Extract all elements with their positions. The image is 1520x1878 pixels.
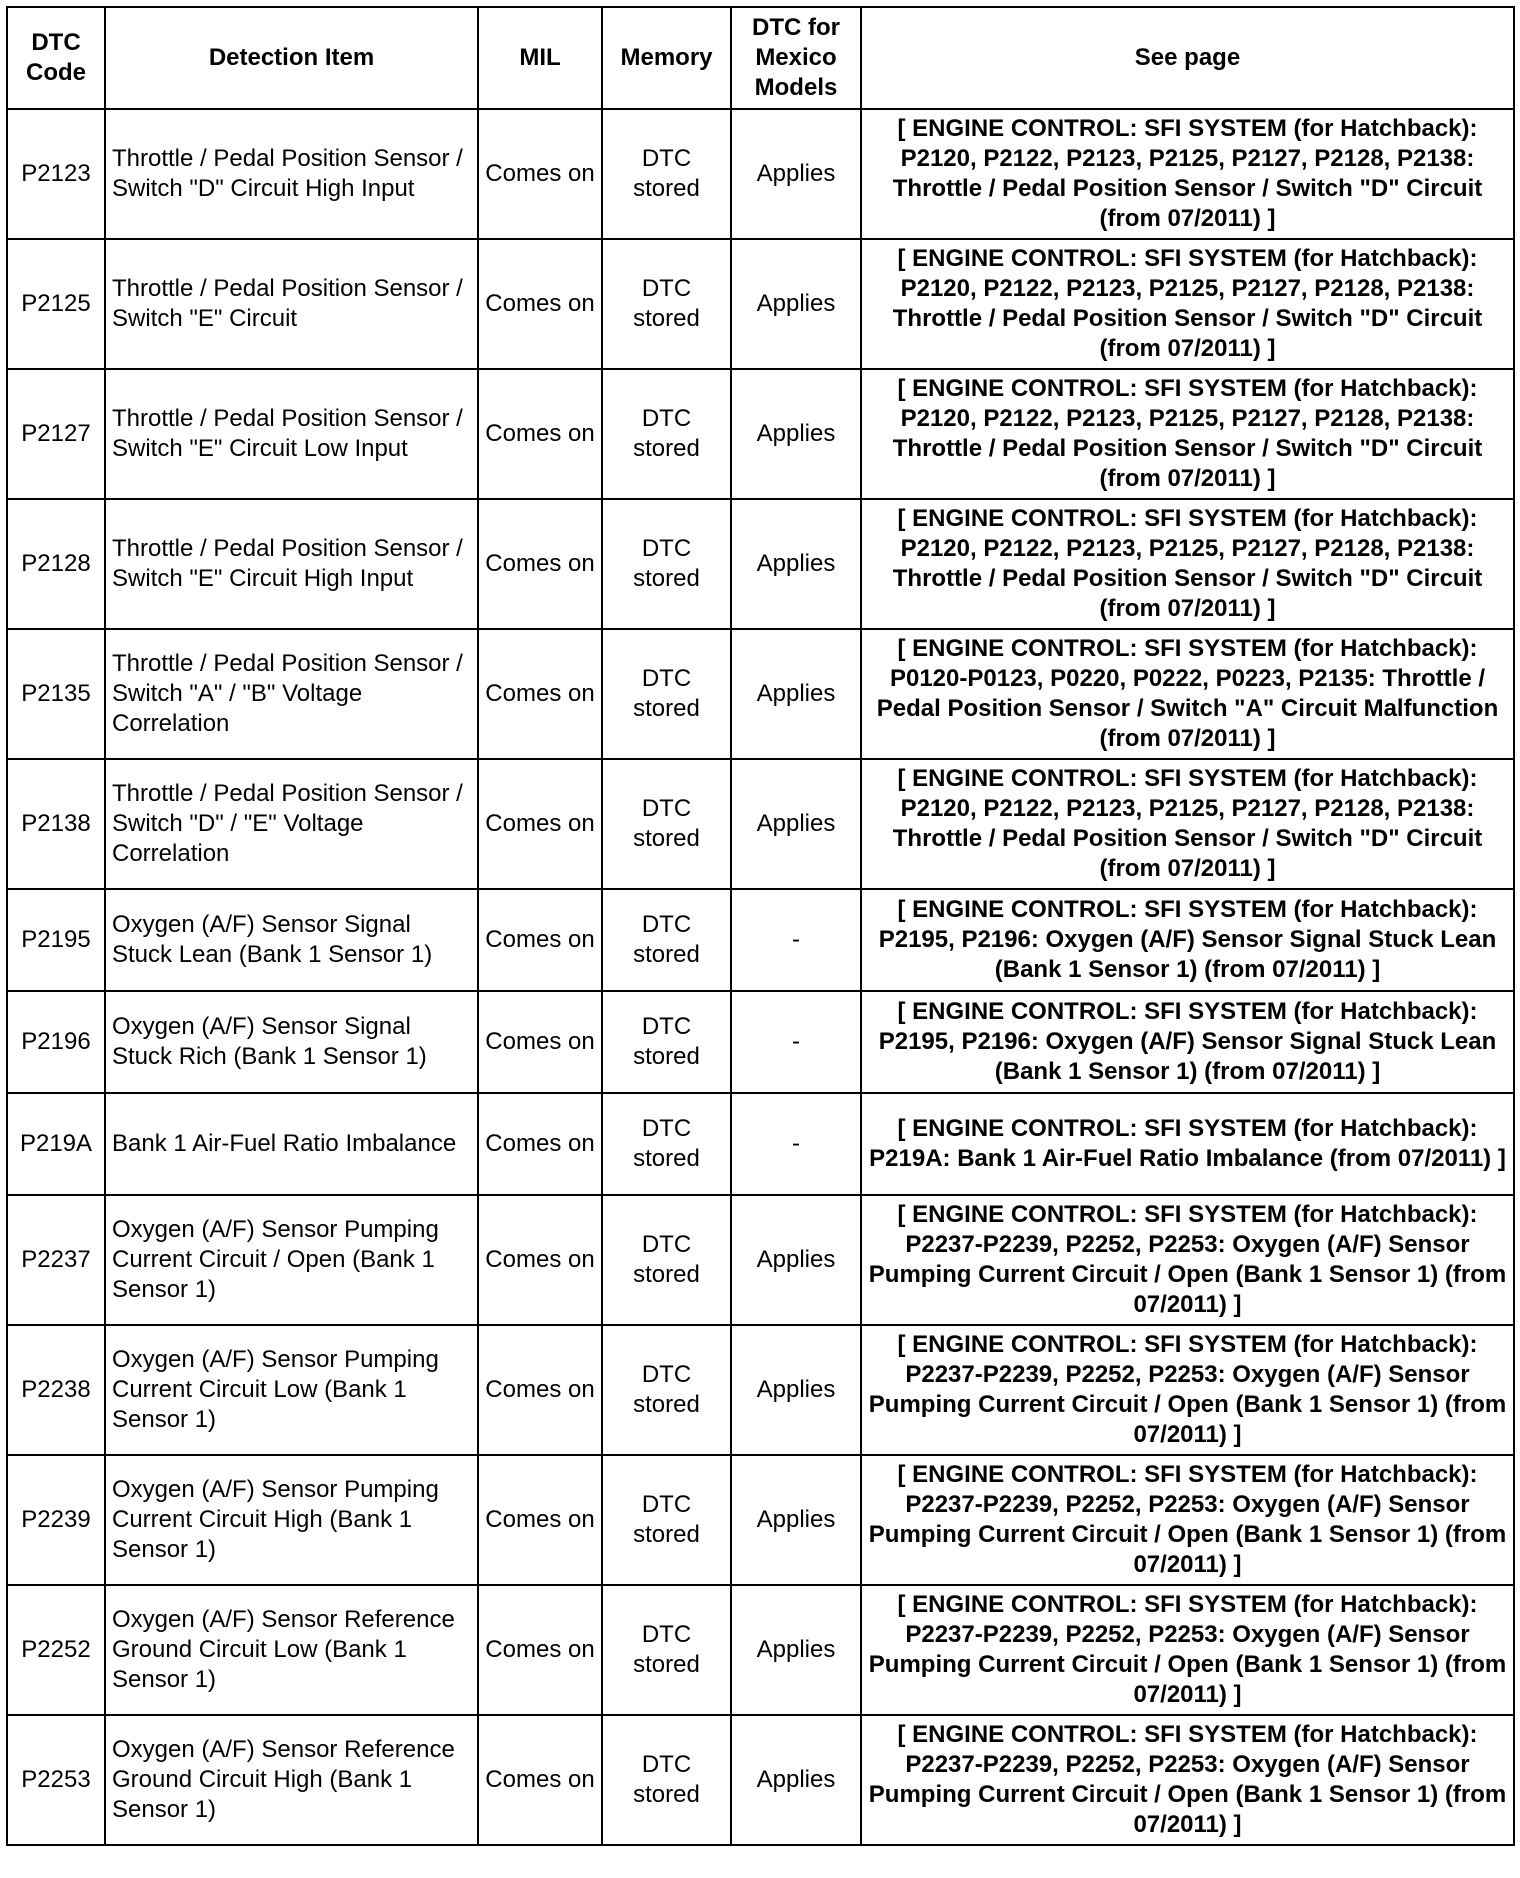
- table-row: [7, 1093, 1514, 1195]
- memory-line-1: DTC: [641, 665, 692, 692]
- mil-cell: Comes on: [478, 499, 602, 629]
- mil-cell: Comes on: [478, 109, 602, 239]
- detection-item-cell: Throttle / Pedal Position Sensor / Switch "E" Circuit High Input: [105, 499, 478, 629]
- mil-cell: Comes on: [478, 369, 602, 499]
- detection-item-cell: Oxygen (A/F) Sensor Reference Ground Circuit Low (Bank 1 Sensor 1): [105, 1585, 478, 1715]
- see-page-link[interactable]: [ ENGINE CONTROL: SFI SYSTEM (for Hatchback): P2120, P2122, P2123, P2125, P2127, P2128, P2138: Throttle / Pedal Position Sensor / Switch "D" Circuit (from 07/2011) ]: [861, 759, 1514, 889]
- mil-cell: Comes on: [478, 1455, 602, 1585]
- table-row: [7, 1585, 1514, 1715]
- mil-cell: Comes on: [478, 629, 602, 759]
- see-page-link[interactable]: [ ENGINE CONTROL: SFI SYSTEM (for Hatchback): P2195, P2196: Oxygen (A/F) Sensor Signal Stuck Lean (Bank 1 Sensor 1) (from 07/2011) ]: [861, 991, 1514, 1093]
- memory-line-1: DTC: [641, 1751, 692, 1778]
- header-memory: Memory: [602, 7, 731, 109]
- memory-cell: [602, 629, 731, 759]
- mexico-models-cell: Applies: [731, 499, 861, 629]
- memory-cell: [602, 369, 731, 499]
- mexico-models-cell: -: [731, 1093, 861, 1195]
- see-page-link[interactable]: [ ENGINE CONTROL: SFI SYSTEM (for Hatchback): P2237-P2239, P2252, P2253: Oxygen (A/F) Sensor Pumping Current Circuit / Open (Bank 1 Sensor 1) (from 07/2011) ]: [861, 1325, 1514, 1455]
- memory-line-2: stored: [633, 825, 700, 852]
- detection-item-cell: Throttle / Pedal Position Sensor / Switch "E" Circuit: [105, 239, 478, 369]
- memory-line-2: stored: [633, 941, 700, 968]
- table-row: [7, 1325, 1514, 1455]
- dtc-code-cell: P2135: [7, 629, 105, 759]
- table-row: [7, 629, 1514, 759]
- table-header-row: [7, 7, 1514, 109]
- header-dtc-code: DTC Code: [7, 7, 105, 109]
- memory-line-1: DTC: [641, 1013, 692, 1040]
- detection-item-cell: Oxygen (A/F) Sensor Signal Stuck Lean (Bank 1 Sensor 1): [105, 889, 478, 991]
- memory-cell: [602, 239, 731, 369]
- mexico-models-cell: Applies: [731, 1195, 861, 1325]
- table-row: [7, 499, 1514, 629]
- mexico-models-cell: Applies: [731, 239, 861, 369]
- dtc-code-cell: P2237: [7, 1195, 105, 1325]
- mil-cell: Comes on: [478, 1325, 602, 1455]
- detection-item-cell: Oxygen (A/F) Sensor Pumping Current Circuit / Open (Bank 1 Sensor 1): [105, 1195, 478, 1325]
- dtc-code-cell: P219A: [7, 1093, 105, 1195]
- see-page-link[interactable]: [ ENGINE CONTROL: SFI SYSTEM (for Hatchback): P2120, P2122, P2123, P2125, P2127, P2128, P2138: Throttle / Pedal Position Sensor / Switch "D" Circuit (from 07/2011) ]: [861, 369, 1514, 499]
- mexico-models-cell: -: [731, 889, 861, 991]
- see-page-link[interactable]: [ ENGINE CONTROL: SFI SYSTEM (for Hatchback): P219A: Bank 1 Air-Fuel Ratio Imbalance (from 07/2011) ]: [861, 1093, 1514, 1195]
- memory-line-2: stored: [633, 1261, 700, 1288]
- detection-item-cell: Oxygen (A/F) Sensor Pumping Current Circuit Low (Bank 1 Sensor 1): [105, 1325, 478, 1455]
- memory-line-2: stored: [633, 175, 700, 202]
- memory-line-1: DTC: [641, 145, 692, 172]
- detection-item-cell: Oxygen (A/F) Sensor Reference Ground Circuit High (Bank 1 Sensor 1): [105, 1715, 478, 1845]
- memory-line-2: stored: [633, 565, 700, 592]
- see-page-link[interactable]: [ ENGINE CONTROL: SFI SYSTEM (for Hatchback): P2237-P2239, P2252, P2253: Oxygen (A/F) Sensor Pumping Current Circuit / Open (Bank 1 Sensor 1) (from 07/2011) ]: [861, 1455, 1514, 1585]
- dtc-code-cell: P2238: [7, 1325, 105, 1455]
- detection-item-cell: Bank 1 Air-Fuel Ratio Imbalance: [105, 1093, 478, 1195]
- see-page-link[interactable]: [ ENGINE CONTROL: SFI SYSTEM (for Hatchback): P2237-P2239, P2252, P2253: Oxygen (A/F) Sensor Pumping Current Circuit / Open (Bank 1 Sensor 1) (from 07/2011) ]: [861, 1195, 1514, 1325]
- header-mexico-models: DTC for Mexico Models: [731, 7, 861, 109]
- see-page-link[interactable]: [ ENGINE CONTROL: SFI SYSTEM (for Hatchback): P0120-P0123, P0220, P0222, P0223, P2135: Throttle / Pedal Position Sensor / Switch "A" Circuit Malfunction (from 07/2011) ]: [861, 629, 1514, 759]
- table-row: [7, 889, 1514, 991]
- memory-line-1: DTC: [641, 405, 692, 432]
- detection-item-cell: Oxygen (A/F) Sensor Pumping Current Circuit High (Bank 1 Sensor 1): [105, 1455, 478, 1585]
- see-page-link[interactable]: [ ENGINE CONTROL: SFI SYSTEM (for Hatchback): P2237-P2239, P2252, P2253: Oxygen (A/F) Sensor Pumping Current Circuit / Open (Bank 1 Sensor 1) (from 07/2011) ]: [861, 1585, 1514, 1715]
- dtc-code-cell: P2239: [7, 1455, 105, 1585]
- memory-line-2: stored: [633, 1145, 700, 1172]
- memory-line-2: stored: [633, 1391, 700, 1418]
- mil-cell: Comes on: [478, 1585, 602, 1715]
- memory-line-2: stored: [633, 305, 700, 332]
- memory-cell: [602, 499, 731, 629]
- mexico-models-cell: Applies: [731, 629, 861, 759]
- mil-cell: Comes on: [478, 1093, 602, 1195]
- memory-cell: [602, 1093, 731, 1195]
- memory-cell: [602, 1455, 731, 1585]
- memory-line-1: DTC: [641, 1231, 692, 1258]
- dtc-code-cell: P2196: [7, 991, 105, 1093]
- memory-line-1: DTC: [641, 1621, 692, 1648]
- header-mil: MIL: [478, 7, 602, 109]
- dtc-code-cell: P2253: [7, 1715, 105, 1845]
- memory-cell: [602, 109, 731, 239]
- memory-line-1: DTC: [641, 275, 692, 302]
- memory-line-1: DTC: [641, 795, 692, 822]
- mil-cell: Comes on: [478, 759, 602, 889]
- table-row: [7, 759, 1514, 889]
- memory-cell: [602, 889, 731, 991]
- detection-item-cell: Throttle / Pedal Position Sensor / Switch "D" Circuit High Input: [105, 109, 478, 239]
- table-row: [7, 991, 1514, 1093]
- mexico-models-cell: Applies: [731, 1455, 861, 1585]
- mexico-models-cell: Applies: [731, 109, 861, 239]
- see-page-link[interactable]: [ ENGINE CONTROL: SFI SYSTEM (for Hatchback): P2120, P2122, P2123, P2125, P2127, P2128, P2138: Throttle / Pedal Position Sensor / Switch "D" Circuit (from 07/2011) ]: [861, 499, 1514, 629]
- dtc-code-cell: P2252: [7, 1585, 105, 1715]
- detection-item-cell: Throttle / Pedal Position Sensor / Switch "D" / "E" Voltage Correlation: [105, 759, 478, 889]
- dtc-code-cell: P2123: [7, 109, 105, 239]
- table-row: [7, 109, 1514, 239]
- mil-cell: Comes on: [478, 239, 602, 369]
- header-see-page: See page: [861, 7, 1514, 109]
- memory-cell: [602, 1325, 731, 1455]
- memory-line-2: stored: [633, 435, 700, 462]
- memory-cell: [602, 1715, 731, 1845]
- memory-line-1: DTC: [641, 1115, 692, 1142]
- dtc-code-cell: P2138: [7, 759, 105, 889]
- memory-cell: [602, 1195, 731, 1325]
- mil-cell: Comes on: [478, 991, 602, 1093]
- mil-cell: Comes on: [478, 1195, 602, 1325]
- mexico-models-cell: Applies: [731, 759, 861, 889]
- mil-cell: Comes on: [478, 889, 602, 991]
- detection-item-cell: Throttle / Pedal Position Sensor / Switch "A" / "B" Voltage Correlation: [105, 629, 478, 759]
- dtc-code-cell: P2125: [7, 239, 105, 369]
- detection-item-cell: Throttle / Pedal Position Sensor / Switch "E" Circuit Low Input: [105, 369, 478, 499]
- see-page-link[interactable]: [ ENGINE CONTROL: SFI SYSTEM (for Hatchback): P2120, P2122, P2123, P2125, P2127, P2128, P2138: Throttle / Pedal Position Sensor / Switch "D" Circuit (from 07/2011) ]: [861, 239, 1514, 369]
- memory-cell: [602, 759, 731, 889]
- see-page-link[interactable]: [ ENGINE CONTROL: SFI SYSTEM (for Hatchback): P2195, P2196: Oxygen (A/F) Sensor Signal Stuck Lean (Bank 1 Sensor 1) (from 07/2011) ]: [861, 889, 1514, 991]
- table-row: [7, 1455, 1514, 1585]
- see-page-link[interactable]: [ ENGINE CONTROL: SFI SYSTEM (for Hatchback): P2120, P2122, P2123, P2125, P2127, P2128, P2138: Throttle / Pedal Position Sensor / Switch "D" Circuit (from 07/2011) ]: [861, 109, 1514, 239]
- memory-line-1: DTC: [641, 535, 692, 562]
- header-detection-item: Detection Item: [105, 7, 478, 109]
- memory-line-2: stored: [633, 1521, 700, 1548]
- table-row: [7, 1715, 1514, 1845]
- memory-cell: [602, 991, 731, 1093]
- mexico-models-cell: Applies: [731, 369, 861, 499]
- mexico-models-cell: Applies: [731, 1585, 861, 1715]
- memory-line-1: DTC: [641, 911, 692, 938]
- dtc-code-cell: P2195: [7, 889, 105, 991]
- table-row: [7, 239, 1514, 369]
- dtc-code-cell: P2127: [7, 369, 105, 499]
- dtc-code-cell: P2128: [7, 499, 105, 629]
- detection-item-cell: Oxygen (A/F) Sensor Signal Stuck Rich (Bank 1 Sensor 1): [105, 991, 478, 1093]
- table-row: [7, 369, 1514, 499]
- memory-line-1: DTC: [641, 1491, 692, 1518]
- memory-line-2: stored: [633, 695, 700, 722]
- see-page-link[interactable]: [ ENGINE CONTROL: SFI SYSTEM (for Hatchback): P2237-P2239, P2252, P2253: Oxygen (A/F) Sensor Pumping Current Circuit / Open (Bank 1 Sensor 1) (from 07/2011) ]: [861, 1715, 1514, 1845]
- mexico-models-cell: -: [731, 991, 861, 1093]
- memory-line-2: stored: [633, 1781, 700, 1808]
- dtc-table: [6, 6, 1515, 1846]
- memory-line-2: stored: [633, 1651, 700, 1678]
- mil-cell: Comes on: [478, 1715, 602, 1845]
- table-row: [7, 1195, 1514, 1325]
- memory-line-1: DTC: [641, 1361, 692, 1388]
- memory-line-2: stored: [633, 1043, 700, 1070]
- memory-cell: [602, 1585, 731, 1715]
- mexico-models-cell: Applies: [731, 1715, 861, 1845]
- mexico-models-cell: Applies: [731, 1325, 861, 1455]
